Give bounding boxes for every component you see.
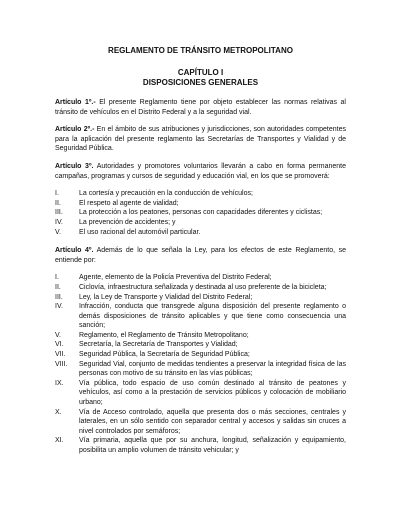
list-item-number: VII.: [55, 351, 66, 359]
list-item-text: Vía pública, todo espacio de uso común destinado al tránsito de peatones y vehículos, así como a la prestación de servicios públicos y colocación de mobiliario urbano;: [79, 379, 346, 407]
article-4-list: [55, 273, 346, 455]
document-title: REGLAMENTO DE TRÁNSITO METROPOLITANO: [108, 46, 293, 55]
list-item-text: El uso racional del automóvil particular.: [79, 228, 201, 236]
list-item-text: Seguridad Vial, conjunto de medidas tendientes a preservar la integridad física de las personas con motivo de su tránsito en las vías públicas;: [79, 360, 346, 378]
article-1-label: Artículo 1º.-: [55, 99, 96, 106]
list-item: [55, 340, 346, 350]
list-item: [55, 208, 346, 218]
list-item-text: Vía primaria, aquella que por su anchura, longitud, señalización y equipamiento, posibilita un amplio volumen de tránsito vehicular; y: [79, 437, 346, 454]
list-item-number: III.: [55, 209, 63, 217]
list-item-text: El respeto al agente de vialidad;: [79, 199, 179, 207]
list-item-number: III.: [55, 293, 63, 301]
chapter-subtitle: DISPOSICIONES GENERALES: [142, 77, 259, 87]
list-item: [55, 189, 346, 199]
article-3-text: Autoridades y promotores voluntarios llevarán a cabo en forma permanente campañas, programas y cursos de seguridad y educación vial, en los que se promoverá:: [55, 162, 346, 180]
list-item: [55, 293, 346, 303]
list-item-number: IX.: [55, 379, 64, 387]
article-1: [55, 98, 346, 117]
article-2-label: Artículo 2º.-: [55, 126, 95, 134]
article-4-text: Además de lo que señala la Ley, para los efectos de este Reglamento, se entiende por:: [55, 247, 346, 264]
list-item: [55, 408, 346, 437]
article-4-label: Artículo 4º.: [55, 247, 94, 255]
list-item: [55, 283, 346, 293]
article-2-text: En el ámbito de sus atribuciones y jurisdicciones, son autoridades competentes para la aplicación del presente reglamento las Secretarías de Transportes y Vialidad y de Seguridad Pública.: [55, 126, 346, 153]
chapter-heading: CAPÍTULO I: [177, 68, 224, 77]
list-item-number: IV.: [55, 303, 63, 311]
article-3-list: [55, 189, 346, 237]
list-item-text: La protección a los peatones, personas con capacidades diferentes y ciclistas;: [79, 209, 323, 217]
list-item-number: IV.: [55, 218, 63, 226]
list-item-number: I.: [55, 274, 59, 282]
article-2: [55, 125, 346, 154]
list-item-number: II.: [55, 199, 61, 207]
list-item-text: La prevención de accidentes; y: [79, 218, 176, 226]
list-item-text: Reglamento, el Reglamento de Tránsito Metropolitano;: [79, 331, 249, 339]
article-4: [55, 246, 346, 265]
list-item: [55, 436, 346, 455]
article-1-text: El presente Reglamento tiene por objeto establecer las normas relativas al tránsito de vehículos en el Distrito Federal y a la seguridad vial.: [55, 99, 346, 116]
list-item: [55, 331, 346, 341]
article-3-label: Artículo 3º.: [55, 162, 94, 170]
list-item: [55, 360, 346, 379]
list-item-number: V.: [55, 228, 61, 236]
list-item-number: XI.: [55, 437, 64, 445]
list-item-number: VI.: [55, 341, 64, 349]
list-item: [55, 273, 346, 283]
list-item-text: Agente, elemento de la Policía Preventiva del Distrito Federal;: [79, 274, 272, 282]
list-item: [55, 228, 346, 238]
list-item-text: Vía de Acceso controlado, aquella que presenta dos o más secciones, centrales y laterales, en un sólo sentido con separador central y accesos y salidas sin cruces a nivel controlados por semáforos;: [79, 408, 346, 435]
article-3: [55, 162, 346, 181]
list-item: [55, 218, 346, 228]
list-item-text: La cortesía y precaución en la conducción de vehículos;: [79, 190, 253, 198]
list-item-number: I.: [55, 190, 59, 198]
list-item-number: X.: [55, 408, 62, 416]
list-item: [55, 379, 346, 408]
list-item-text: Secretaría, la Secretaría de Transportes y Vialidad;: [79, 341, 238, 349]
list-item-text: Ley, la Ley de Transporte y Vialidad del Distrito Federal;: [79, 293, 253, 301]
list-item: [55, 302, 346, 331]
list-item-text: Seguridad Pública, la Secretaría de Seguridad Pública;: [79, 351, 250, 359]
list-item: [55, 350, 346, 360]
list-item: [55, 199, 346, 209]
list-item-text: Ciclovía, infraestructura señalizada y destinada al uso preferente de la bicicleta;: [79, 283, 327, 291]
list-item-number: VIII.: [55, 360, 68, 368]
list-item-number: V.: [55, 331, 61, 339]
list-item-text: Infracción, conducta que transgrede alguna disposición del presente reglamento o demás disposiciones de tránsito aplicables y que tiene como consecuencia una sanción;: [79, 303, 346, 330]
list-item-number: II.: [55, 283, 61, 291]
